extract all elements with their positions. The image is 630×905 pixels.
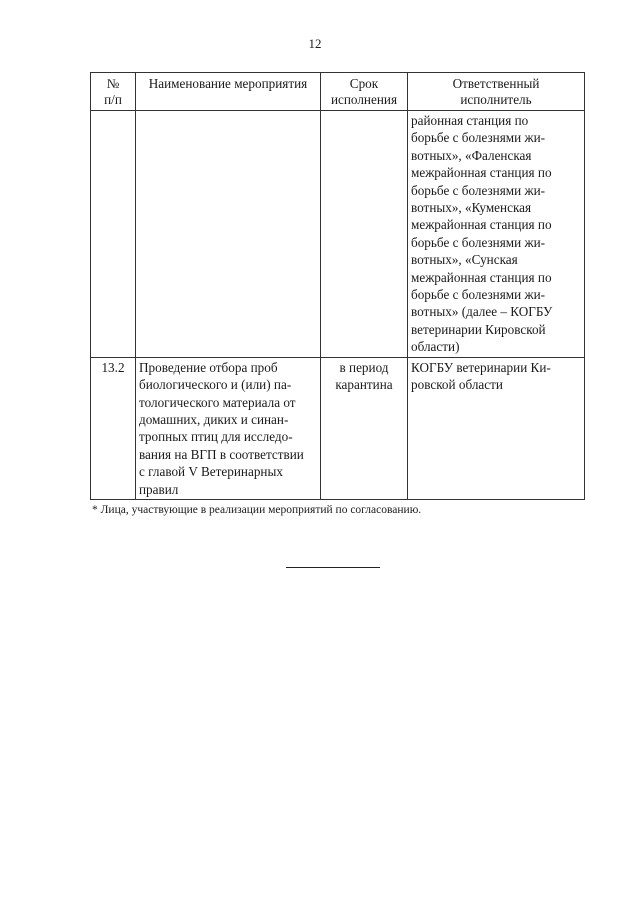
- cell-num: 13.2: [91, 357, 136, 499]
- cell-name: [136, 111, 321, 358]
- header-responsible: Ответственный исполнитель: [408, 73, 585, 111]
- header-name: Наименование мероприятия: [136, 73, 321, 111]
- header-term: Срок исполнения: [321, 73, 408, 111]
- table-row: [91, 111, 585, 358]
- cell-responsible: КОГБУ ветеринарии Ки- ровской области: [408, 357, 585, 499]
- page-number: 12: [308, 36, 322, 51]
- table-header-row: [91, 73, 585, 111]
- header-num: № п/п: [91, 73, 136, 111]
- table-row: [91, 357, 585, 499]
- cell-term: [321, 111, 408, 358]
- measures-table: [90, 72, 585, 500]
- end-rule-divider: [286, 567, 380, 568]
- cell-term: в период карантина: [321, 357, 408, 499]
- footnote: * Лица, участвующие в реализации мероприятий по согласованию.: [92, 504, 422, 516]
- cell-responsible: районная станция по борьбе с болезнями жи- вотных», «Фаленская межрайонная станция по борьбе с болезнями жи- вотных», «Куменская межрайонная станция по борьбе с болезнями жи- вотных», «Сунская межрайонная станция по борьбе с болезнями жи- вотных» (далее – КОГБУ ветеринарии Кировской области): [408, 111, 585, 358]
- cell-num: [91, 111, 136, 358]
- cell-name: Проведение отбора проб биологического и (или) па- тологического материала от домашних, диких и синан- тропных птиц для исследо- вания на ВГП в соответствии с главой V Ветеринарных правил: [136, 357, 321, 499]
